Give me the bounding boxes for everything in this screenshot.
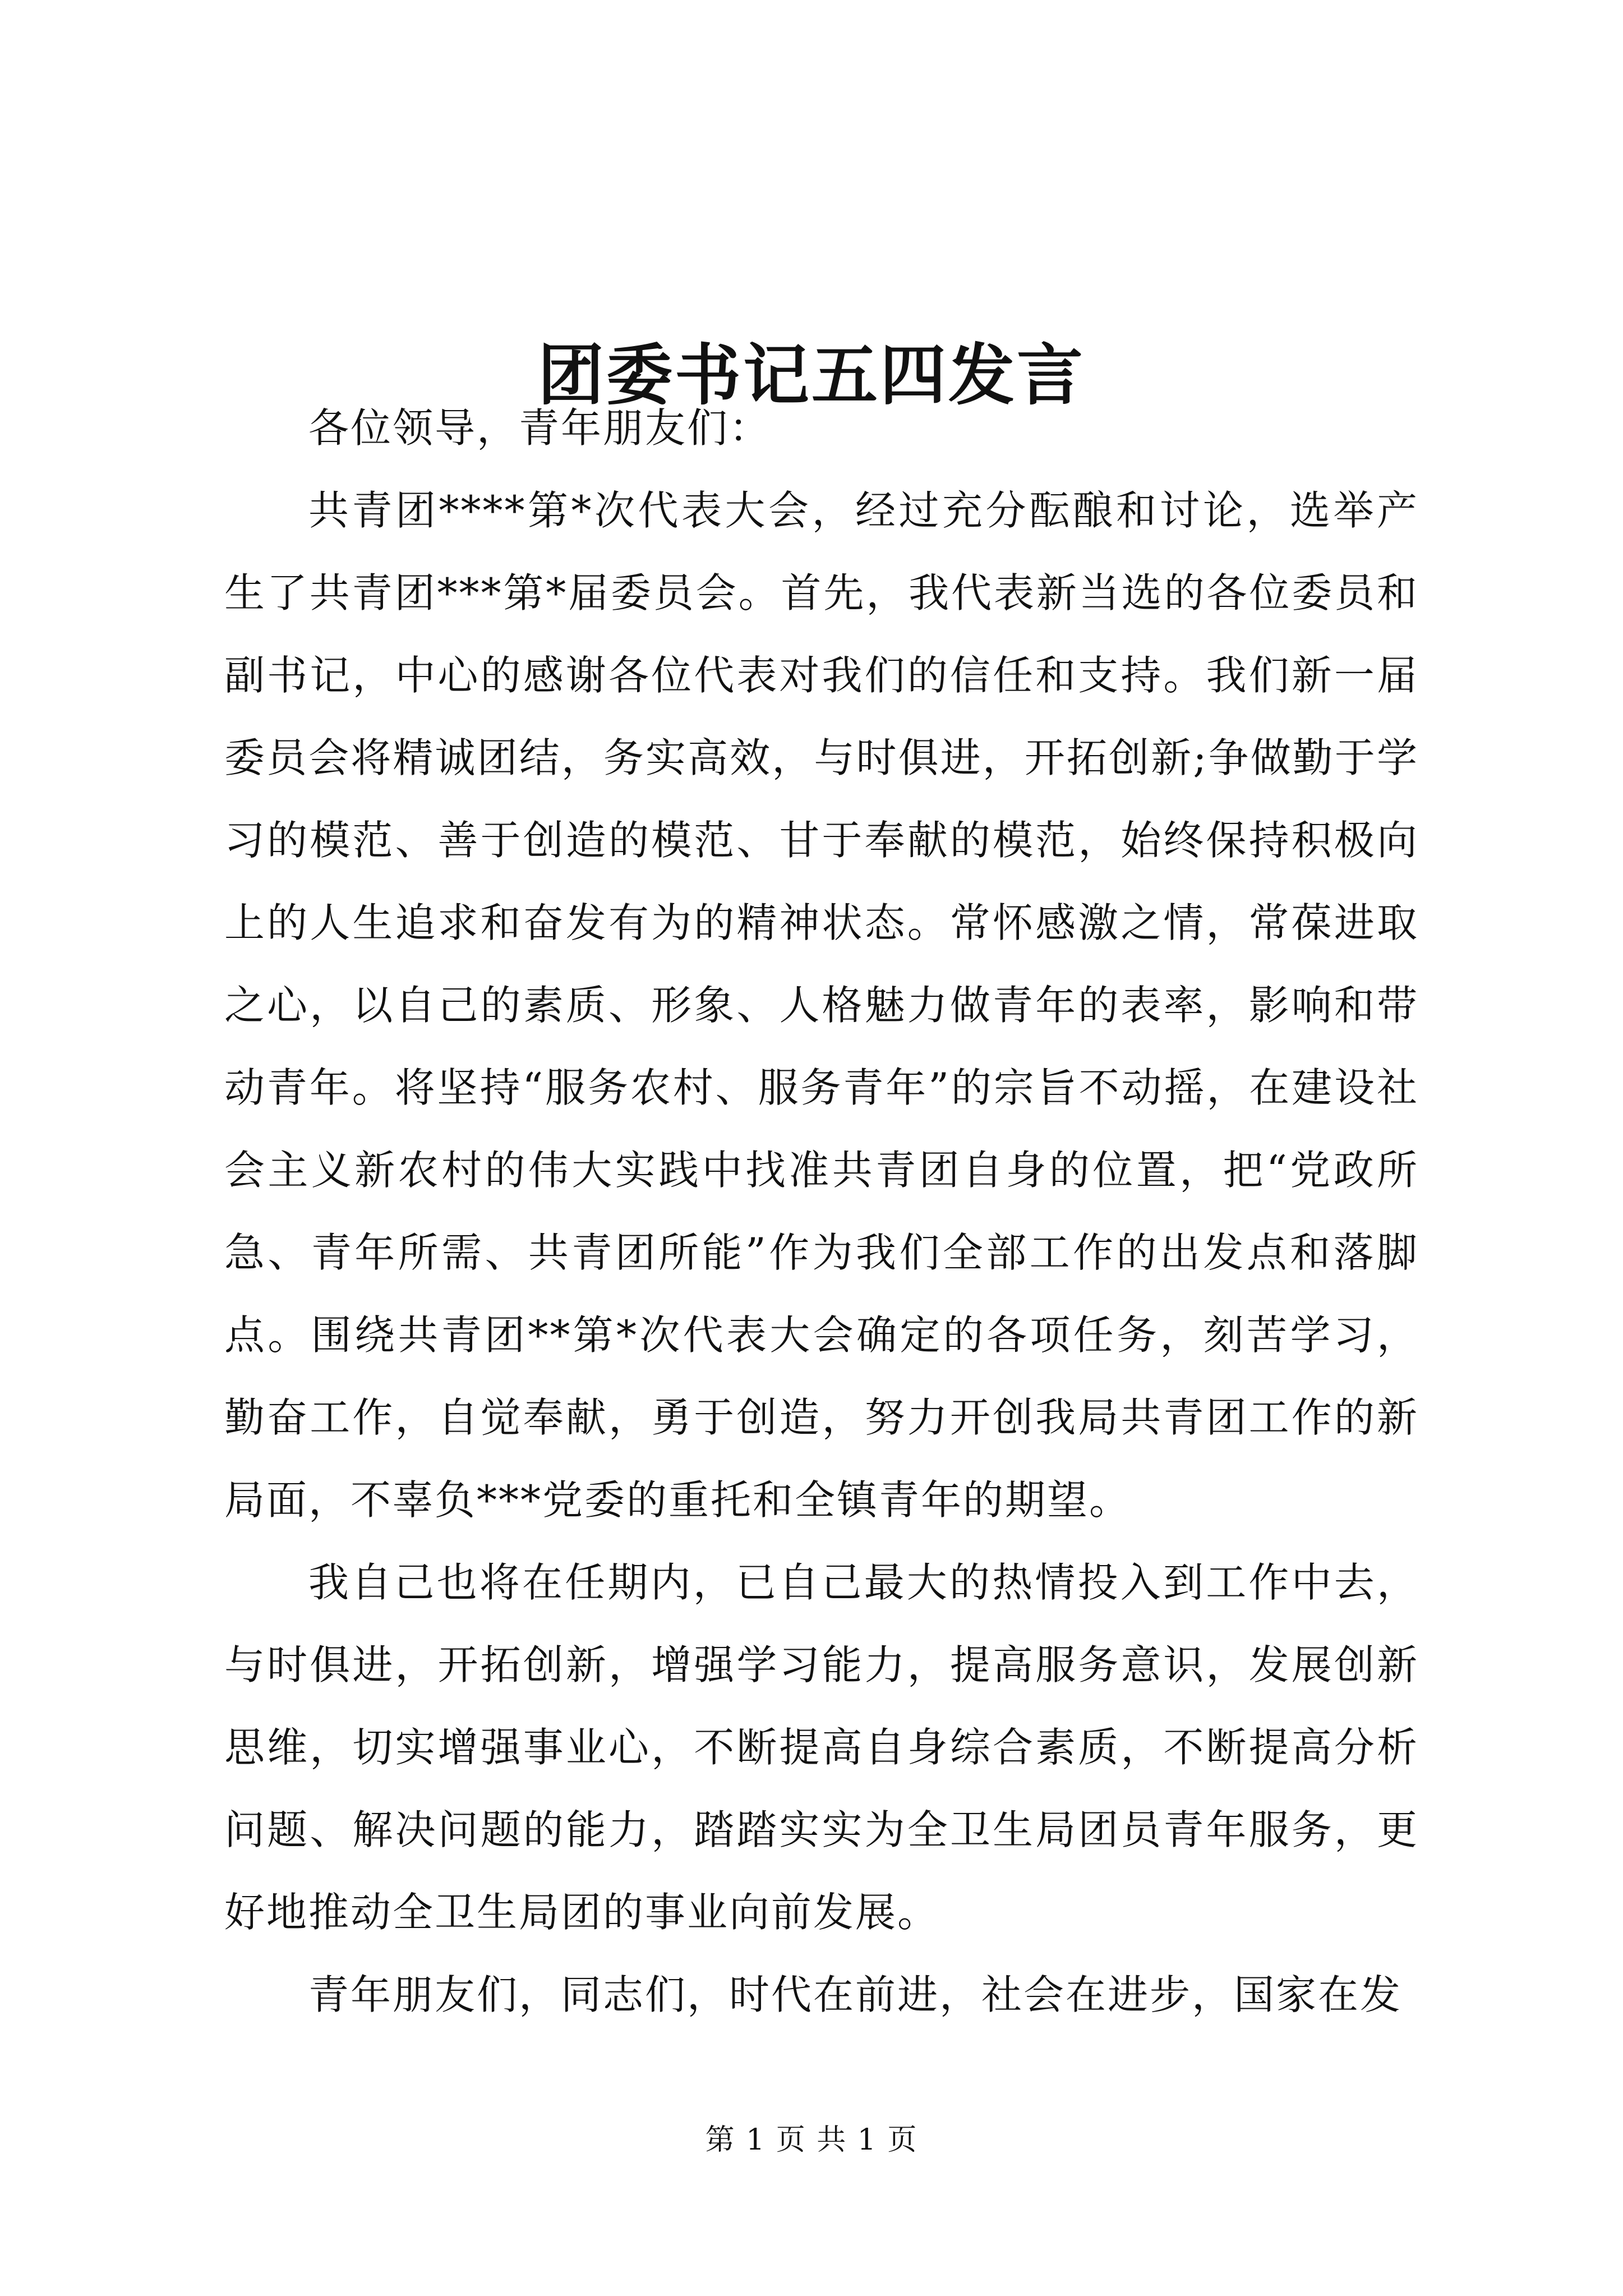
body-paragraph-3: 青年朋友们，同志们，时代在前进，社会在进步，国家在发 bbox=[308, 1971, 1403, 2018]
salutation-paragraph: 各位领导，青年朋友们： bbox=[308, 404, 772, 452]
page-footer: 第 1 页 共 1 页 bbox=[705, 2123, 918, 2157]
document-body bbox=[224, 387, 1419, 2036]
document-title: 团委书记五四发言 bbox=[537, 336, 1085, 415]
body-paragraph-1: 共青团****第*次代表大会，经过充分酝酿和讨论，选举产生了共青团***第*届委员会。首先，我代表新当选的各位委员和副书记，中心的感谢各位代表对我们的信任和支持。我们新一届委员会将精诚团结，务实高效，与时俱进，开拓创新;争做勤于学习的模范、善于创造的模范、甘于奉献的模范，始终保持积极向上的人生追求和奋发有为的精神状态。常怀感激之情，常葆进取之心，以自己的素质、形象、人格魅力做青年的表率，影响和带动青年。将坚持“服务农村、服务青年”的宗旨不动摇，在建设社会主义新农村的伟大实践中找准共青团自身的位置，把“党政所急、青年所需、共青团所能”作为我们全部工作的出发点和落脚点。围绕共青团**第*次代表大会确定的各项任务，刻苦学习，勤奋工作，自觉奉献，勇于创造，努力开创我局共青团工作的新局面，不辜负***党委的重托和全镇青年的期望。 bbox=[224, 487, 1419, 1524]
body-paragraph-2: 我自己也将在任期内，已自己最大的热情投入到工作中去，与时俱进，开拓创新，增强学习能力，提高服务意识，发展创新思维，切实增强事业心，不断提高自身综合素质，不断提高分析问题、解决问题的能力，踏踏实实为全卫生局团员青年服务，更好地推动全卫生局团的事业向前发展。 bbox=[224, 1559, 1419, 1936]
